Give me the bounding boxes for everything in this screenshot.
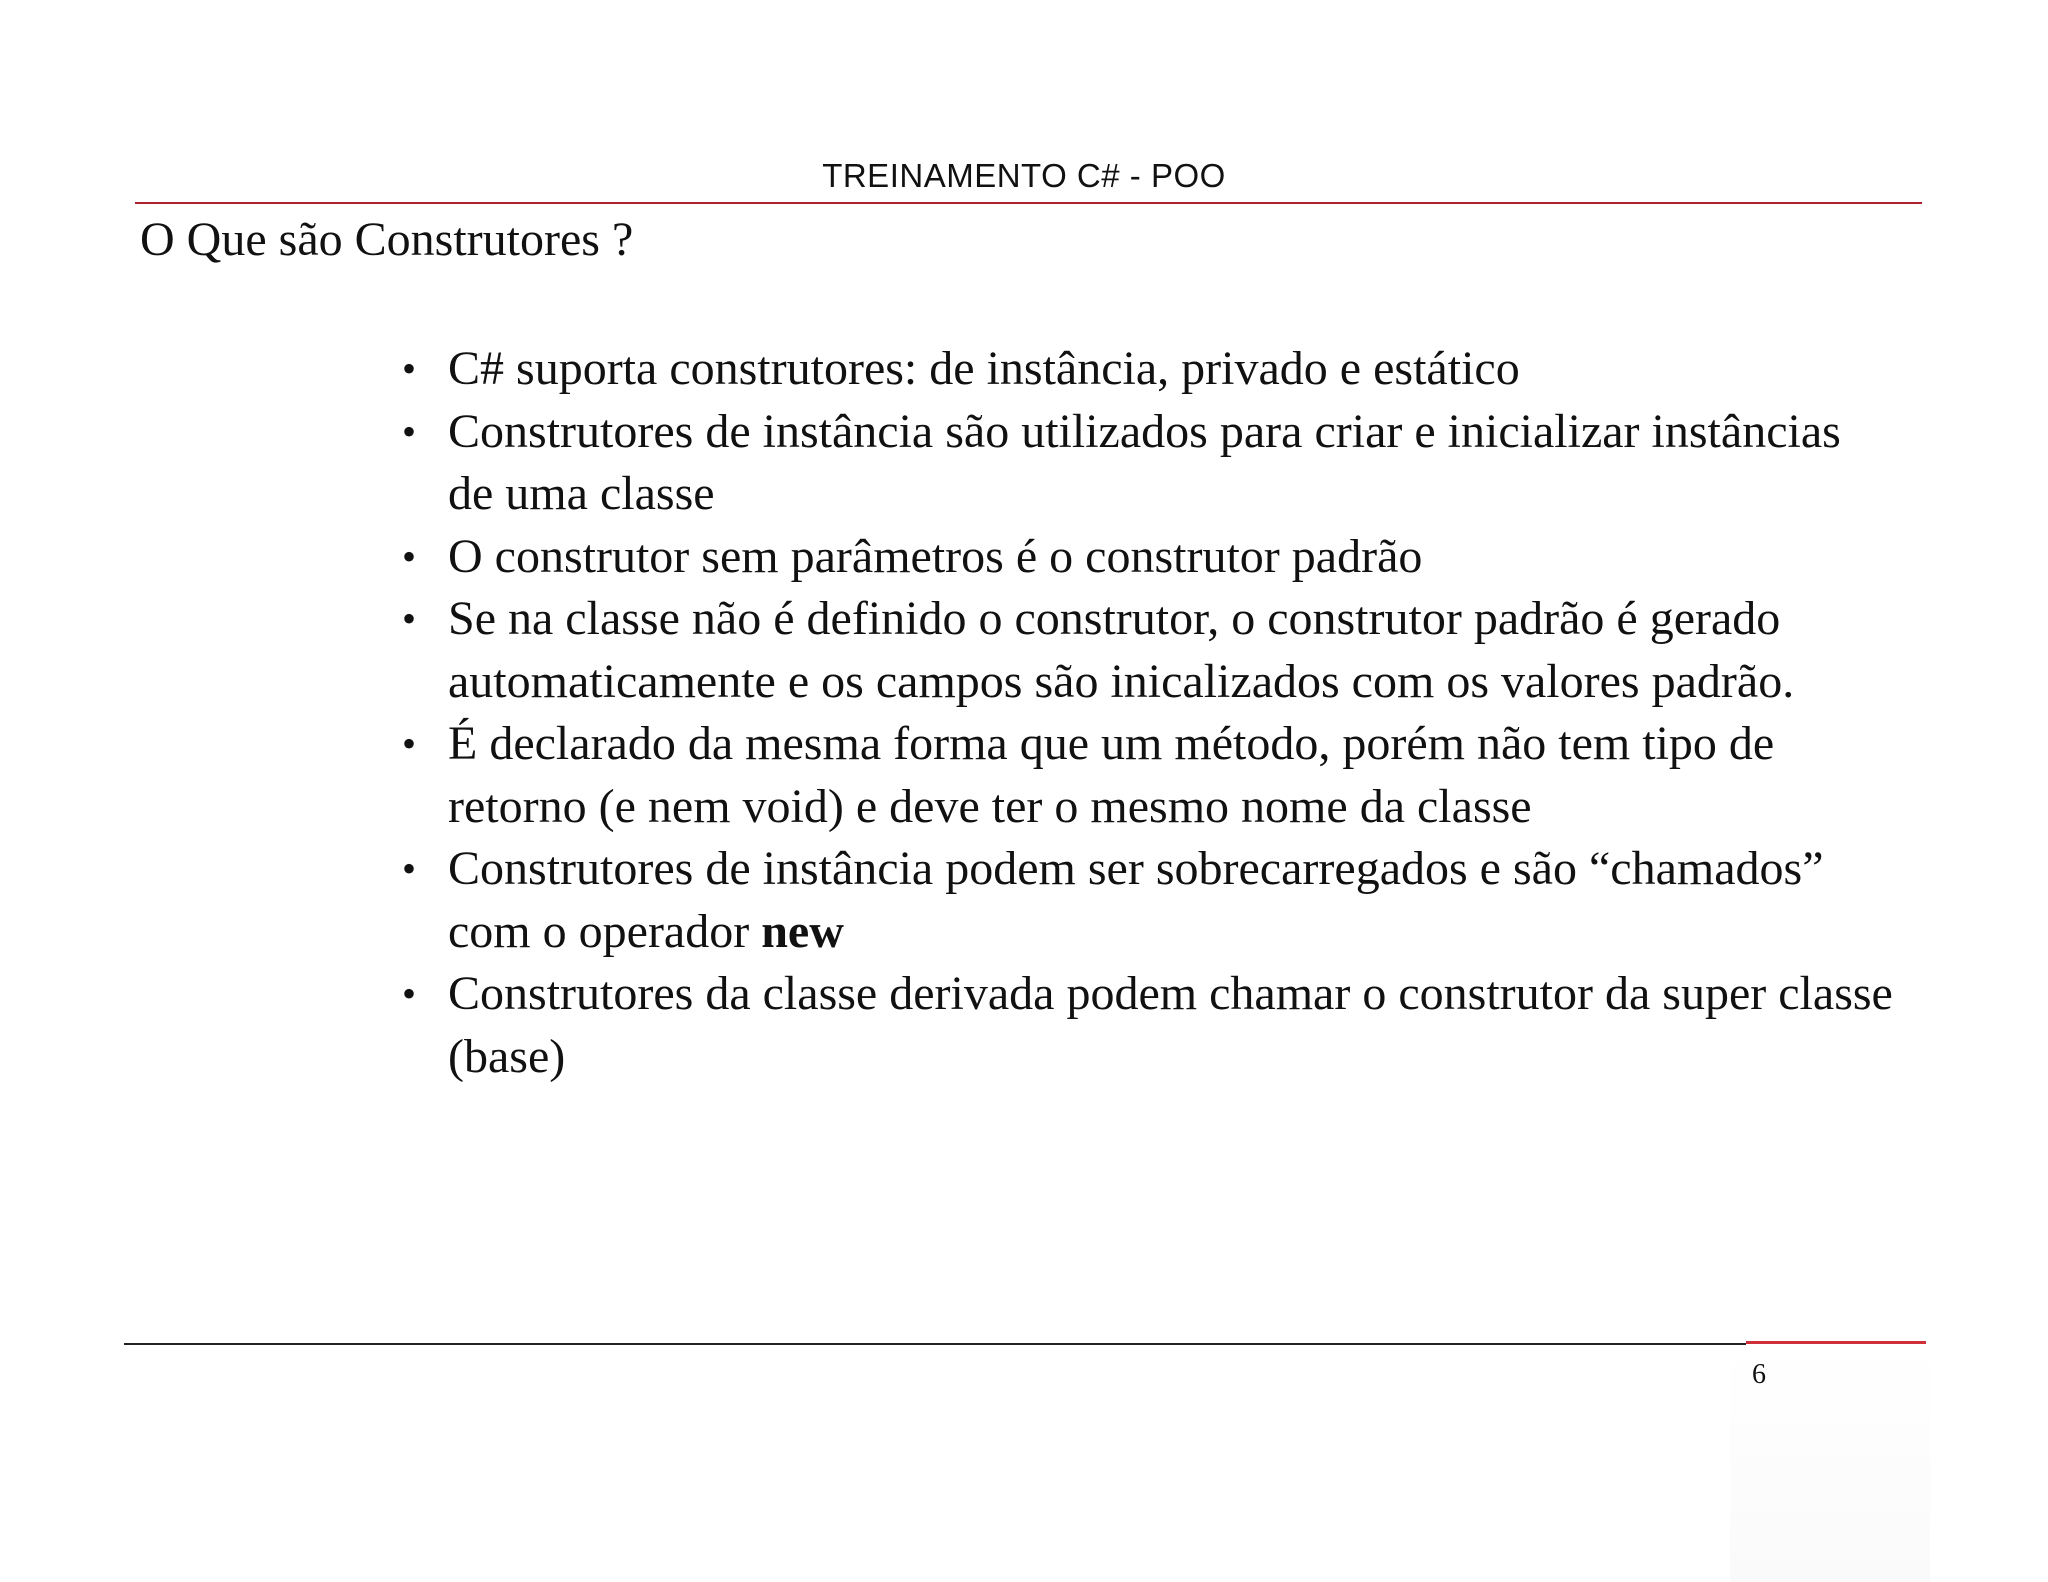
bullet-item	[398, 338, 1898, 401]
bullet-dot-icon: •	[402, 971, 417, 1016]
bullet-item	[398, 963, 1898, 1088]
bullet-text: O construtor sem parâmetros é o construtor padrão	[448, 529, 1423, 583]
bullet-text: Construtores da classe derivada podem chamar o construtor da super classe (base)	[448, 967, 1893, 1083]
bullet-item	[398, 838, 1898, 963]
footer-accent-line	[1746, 1341, 1926, 1344]
bullet-list	[398, 338, 1898, 1088]
bullet-dot-icon: •	[402, 846, 417, 891]
bullet-item	[398, 526, 1898, 589]
bullet-item	[398, 713, 1898, 838]
bullet-dot-icon: •	[402, 533, 417, 579]
bullet-text: Construtores de instância são utilizados para criar e inicializar instâncias de uma classe	[448, 404, 1841, 520]
bullet-dot-icon: •	[402, 408, 417, 454]
slide-title: O Que são Construtores ?	[140, 213, 634, 266]
page-number: 6	[1752, 1359, 1766, 1390]
bullet-text: Construtores de instância podem ser sobrecarregados e são “chamados” com o operador	[448, 842, 1824, 958]
bullet-item	[398, 401, 1898, 526]
bullet-item	[398, 588, 1898, 713]
bullet-dot-icon: •	[402, 596, 417, 641]
keyword-new: new	[761, 904, 844, 958]
header-title: TREINAMENTO C# - POO	[822, 157, 1226, 194]
footer-divider	[124, 1343, 1746, 1345]
bullet-dot-icon: •	[402, 346, 417, 391]
bullet-text: É declarado da mesma forma que um método, porém não tem tipo de retorno (e nem void) e deve ter o mesmo nome da classe	[448, 717, 1775, 833]
header-divider	[135, 202, 1922, 204]
bullet-text: C# suporta construtores: de instância, privado e estático	[448, 342, 1520, 395]
bullet-dot-icon: •	[402, 721, 417, 766]
bullet-text: Se na classe não é definido o construtor, o construtor padrão é gerado automaticamente e os campos são inicalizados com os valores padrão.	[448, 592, 1795, 708]
